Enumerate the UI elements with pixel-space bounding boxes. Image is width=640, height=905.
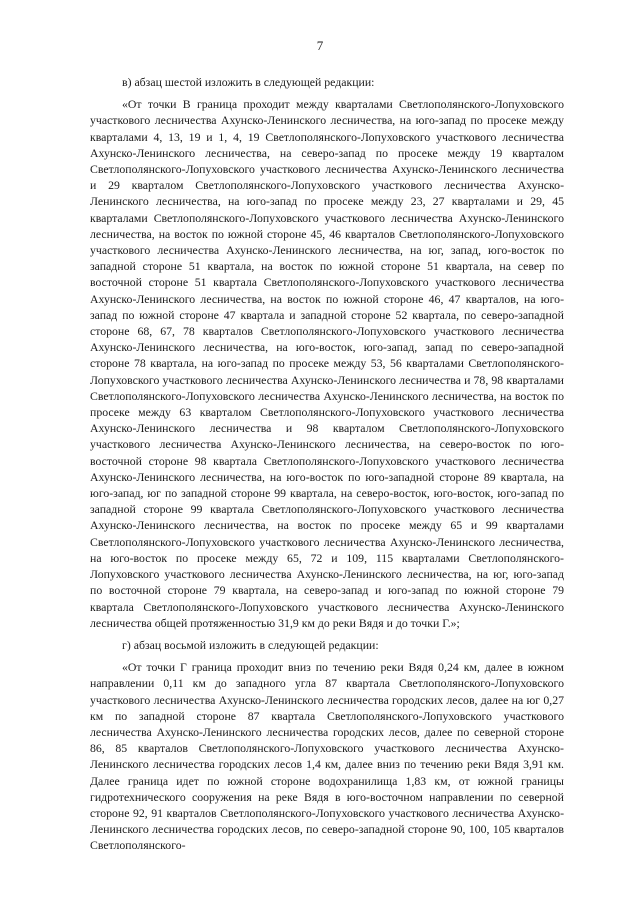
page-number: 7 xyxy=(316,38,324,53)
amendment-heading-v: в) абзац шестой изложить в следующей редакции: xyxy=(122,75,375,89)
amendment-text-v: «От точки В граница проходит между кварталами Светлополянского-Лопуховского участкового лесничества Ахунско-Ленинского лесничества, на юго-запад по просеке между кварталами 4, 13, 19 и 1, 4, 19 Светлополянского-Лопуховского участкового лесничества Ахунско-Ленинского лесничества, на северо-запад по просеке между 19 кварталом Светлополянского-Лопуховского участкового лесничества Ахунско-Ленинского лесничества и 29 кварталом Светлополянского-Лопуховского участкового лесничества Ахунско-Ленинского лесничества, на юго-запад по просеке между 23, 27 кварталами и 29, 45 кварталами Светлополянского-Лопуховского участкового лесничества Ахунско-Ленинского лесничества, на восток по южной стороне 45, 46 кварталов Светлополянского-Лопуховского участкового лесничества Ахунско-Ленинского лесничества, на юг, запад, юго-восток по западной стороне 51 квартала, на восток по южной стороне 51 квартала, на север по восточной стороне 51 квартала Светлополянского-Лопуховского участкового лесничества Ахунско-Ленинского лесничества, на восток по южной стороне 46, 47 кварталов, на юго-запад по южной стороне 47 квартала и западной стороне 52 квартала, по северо-западной стороне 68, 67, 78 кварталов Светлополянского-Лопуховского участкового лесничества Ахунско-Ленинского лесничества, на юго-восток, юго-запад, запад по северо-западной стороне 78 квартала, на юго-запад по просеке между 53, 56 кварталами Светлополянского-Лопуховского участкового лесничества Ахунско-Ленинского лесничества и 78, 98 кварталами Светлополянского-Лопуховского лесничества Ахунско-Ленинского лесничества, на восток по просеке между 63 кварталом Светлополянского-Лопуховского участкового лесничества Ахунско-Ленинского лесничества и 98 кварталом Светлополянского-Лопуховского участкового лесничества Ахунско-Ленинского лесничества, на северо-восток по юго-восточной стороне 98 квартала Светлополянского-Лопуховского участкового лесничества Ахунско-Ленинского лесничества, на юго-восток по юго-западной стороне 89 квартала, на юго-запад, юг по западной стороне 99 квартала, на северо-восток, юго-восток, юго-запад по западной стороне 99 квартала Светлополянского-Лопуховского участкового лесничества Ахунско-Ленинского лесничества, на восток по просеке между 65 и 99 кварталами Светлополянского-Лопуховского участкового лесничества Ахунско-Ленинского лесничества, на юго-восток по просеке между 65, 72 и 109, 115 кварталами Светлополянского-Лопуховского участкового лесничества Ахунско-Ленинского лесничества, на юг, юго-запад по восточной стороне 79 квартала, на северо-запад и юго-запад по южной стороне 79 квартала Светлополянского-Лопуховского участкового лесничества Ахунско-Ленинского лесничества общей протяженностью 31,9 км до реки Вядя и до точки Г.»; xyxy=(90,97,564,630)
amendment-heading-g: г) абзац восьмой изложить в следующей редакции: xyxy=(122,637,379,652)
document-body xyxy=(90,74,564,860)
amendment-text-g: «От точки Г граница проходит вниз по течению реки Вядя 0,24 км, далее в южном направлении 0,11 км до западного угла 87 квартала Светлополянского-Лопуховского участкового лесничества Ахунско-Ленинского лесничества городских лесов, далее на юг 0,27 км по западной стороне 87 квартала Светлополянского-Лопуховского участкового лесничества Ахунско-Ленинского лесничества городских лесов, далее по северной стороне 86, 85 кварталов Светлополянского-Лопуховского участкового лесничества Ахунско-Ленинского лесничества городских лесов 1,4 км, далее вниз по течению реки Вядя 3,91 км. Далее граница идет по южной стороне водохранилища 1,83 км, от южной границы гидротехнического сооружения на реке Вядя в юго-восточном направлении по северной стороне 92, 91 кварталов Светлополянского-Лопуховского участкового лесничества Ахунско-Ленинского лесничества городских лесов, по северо-западной стороне 90, 100, 105 кварталов Светлополянского- xyxy=(90,660,564,853)
